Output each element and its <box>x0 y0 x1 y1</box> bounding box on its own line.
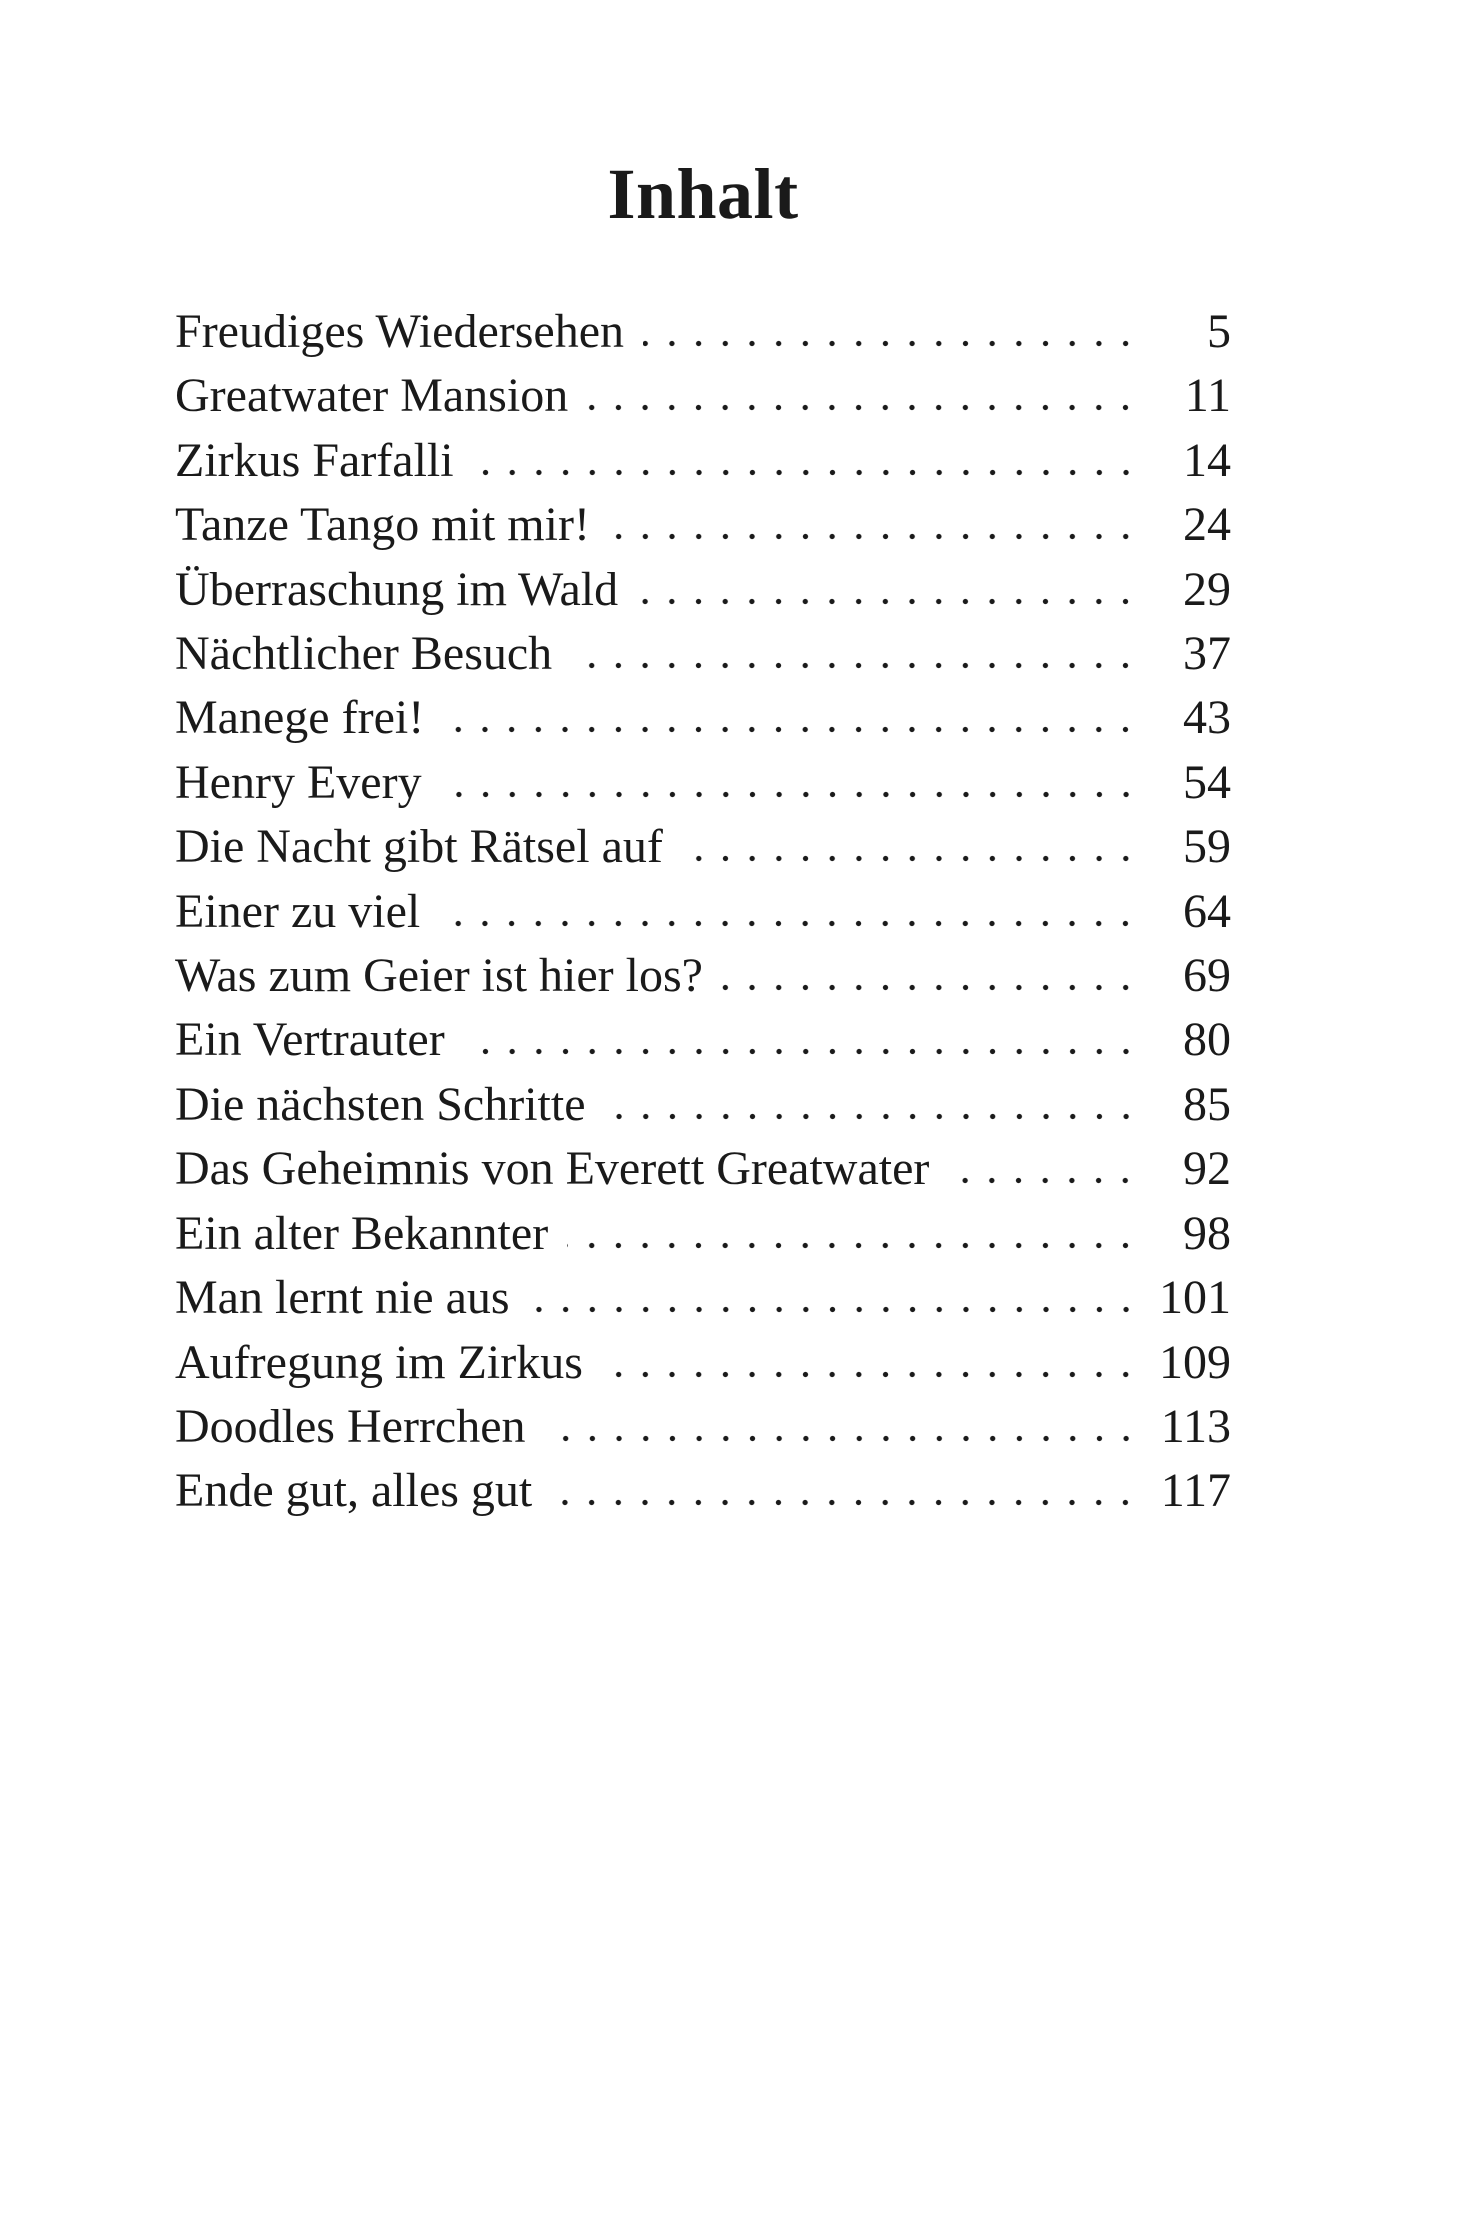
toc-entry <box>175 1137 1231 1201</box>
chapter-page-number: 11 <box>1184 369 1231 423</box>
toc-entry <box>175 1459 1231 1523</box>
dot-leader <box>428 762 1139 798</box>
dot-leader <box>460 440 1139 476</box>
chapter-page-number: 117 <box>1160 1464 1231 1518</box>
chapter-page-number: 85 <box>1183 1077 1231 1131</box>
dot-leader <box>592 1084 1139 1120</box>
chapter-page-number: 24 <box>1183 498 1231 552</box>
chapter-page-number: 14 <box>1183 433 1231 487</box>
toc-list <box>175 300 1231 1524</box>
dot-leader <box>430 697 1139 733</box>
toc-entry <box>175 1266 1231 1330</box>
chapter-title: Was zum Geier ist hier los? <box>175 949 703 1003</box>
chapter-page-number: 92 <box>1183 1142 1231 1196</box>
dot-leader <box>451 1019 1139 1055</box>
dot-leader <box>426 891 1139 927</box>
toc-entry <box>175 1073 1231 1137</box>
dot-leader <box>669 826 1139 862</box>
chapter-title: Die nächsten Schritte <box>175 1077 586 1131</box>
chapter-title: Tanze Tango mit mir! <box>175 498 590 552</box>
chapter-title: Zirkus Farfalli <box>175 433 454 487</box>
toc-entry <box>175 1202 1231 1266</box>
chapter-title: Greatwater Mansion <box>175 369 569 423</box>
toc-entry <box>175 880 1231 944</box>
toc-entry <box>175 1008 1231 1072</box>
dot-leader <box>630 311 1139 347</box>
dot-leader <box>554 1213 1139 1249</box>
toc-entry <box>175 364 1231 428</box>
chapter-page-number: 113 <box>1160 1399 1231 1453</box>
dot-leader <box>558 633 1139 669</box>
chapter-page-number: 29 <box>1183 562 1231 616</box>
dot-leader <box>538 1470 1139 1506</box>
chapter-page-number: 43 <box>1183 691 1231 745</box>
toc-entry <box>175 493 1231 557</box>
dot-leader <box>709 955 1139 991</box>
toc-entry <box>175 944 1231 1008</box>
toc-entry <box>175 622 1231 686</box>
chapter-page-number: 69 <box>1183 949 1231 1003</box>
chapter-title: Man lernt nie aus <box>175 1271 510 1325</box>
toc-entry <box>175 751 1231 815</box>
chapter-page-number: 98 <box>1183 1206 1231 1260</box>
chapter-title: Überraschung im Wald <box>175 562 619 616</box>
chapter-title: Aufregung im Zirkus <box>175 1335 583 1389</box>
dot-leader <box>589 1342 1139 1378</box>
dot-leader <box>532 1406 1139 1442</box>
toc-entry <box>175 429 1231 493</box>
chapter-title: Ende gut, alles gut <box>175 1464 533 1518</box>
toc-entry <box>175 1395 1231 1459</box>
chapter-page-number: 5 <box>1207 305 1231 358</box>
toc-content <box>175 0 1231 1524</box>
chapter-page-number: 80 <box>1183 1013 1231 1067</box>
dot-leader <box>935 1148 1139 1184</box>
chapter-title: Doodles Herrchen <box>175 1399 526 1453</box>
dot-leader <box>596 504 1139 540</box>
toc-entry <box>175 558 1231 622</box>
chapter-page-number: 64 <box>1183 884 1231 938</box>
chapter-title: Nächtlicher Besuch <box>175 627 553 681</box>
dot-leader <box>574 375 1139 411</box>
chapter-title: Henry Every <box>175 755 422 809</box>
toc-entry <box>175 300 1231 364</box>
chapter-page-number: 59 <box>1183 820 1231 874</box>
chapter-title: Ein Vertrauter <box>175 1013 445 1067</box>
page-title: Inhalt <box>607 154 799 234</box>
dot-leader <box>516 1277 1139 1313</box>
chapter-page-number: 101 <box>1159 1271 1231 1325</box>
chapter-page-number: 109 <box>1159 1335 1231 1389</box>
toc-entry <box>175 815 1231 879</box>
chapter-title: Manege frei! <box>175 691 425 745</box>
chapter-title: Freudiges Wiedersehen <box>175 305 625 358</box>
toc-entry <box>175 1331 1231 1395</box>
toc-entry <box>175 686 1231 750</box>
chapter-title: Ein alter Bekannter <box>175 1206 549 1260</box>
chapter-title: Einer zu viel <box>175 884 421 938</box>
chapter-title: Die Nacht gibt Rätsel auf <box>175 820 663 874</box>
chapter-title: Das Geheimnis von Everett Greatwater <box>175 1142 930 1196</box>
dot-leader <box>624 569 1139 605</box>
chapter-page-number: 37 <box>1183 627 1231 681</box>
chapter-page-number: 54 <box>1183 755 1231 809</box>
